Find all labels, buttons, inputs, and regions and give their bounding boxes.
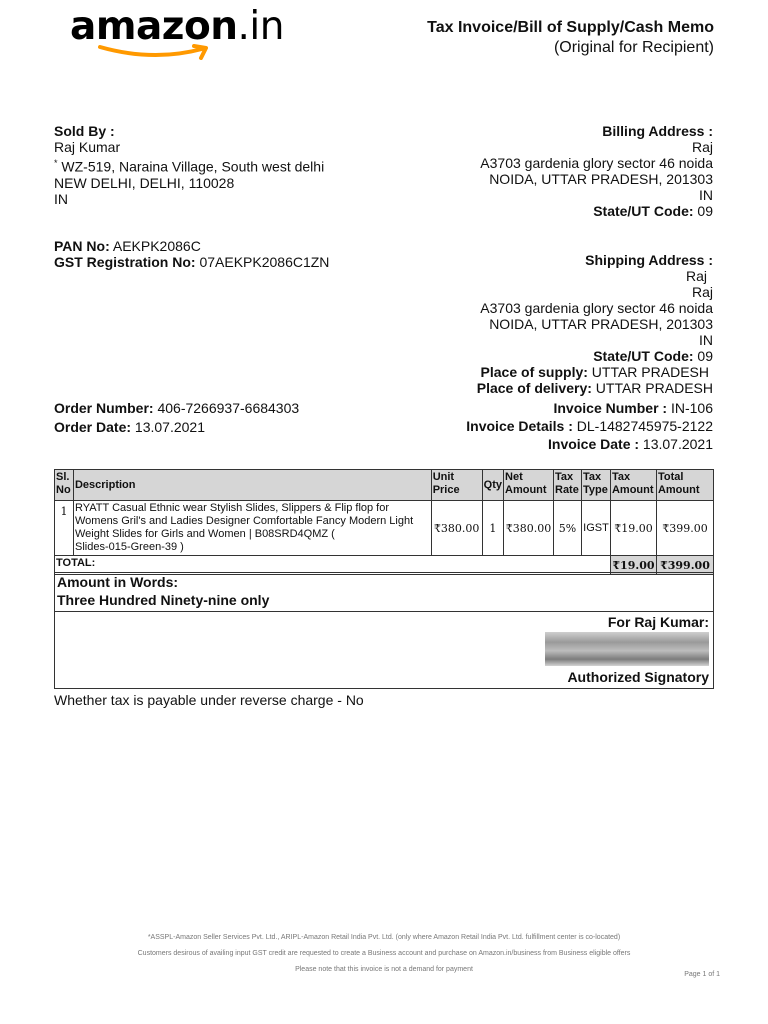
table-row <box>55 501 714 556</box>
col-header-unit-price: Unit Price <box>431 470 482 501</box>
billing-label: Billing Address : <box>602 123 713 139</box>
place-of-delivery: Place of delivery: UTTAR PRADESH <box>476 380 713 396</box>
col-header-description: Description <box>73 470 431 501</box>
row-sl: 1 <box>55 501 74 556</box>
order-date: 13.07.2021 <box>134 419 205 435</box>
shipping-name2: Raj <box>691 284 713 300</box>
place-of-supply: Place of supply: UTTAR PRADESH <box>480 364 709 380</box>
amazon-logo <box>70 4 284 50</box>
shipping-address1: A3703 gardenia glory sector 46 noida <box>480 300 713 316</box>
reverse-charge-note: Whether tax is payable under reverse charge - No <box>54 692 364 708</box>
shipping-state-line: State/UT Code: 09 <box>593 348 713 364</box>
amount-in-words-label: Amount in Words: <box>57 574 179 590</box>
gst-value: 07AEKPK2086C1ZN <box>199 254 330 270</box>
order-number: 406-7266937-6684303 <box>157 400 300 416</box>
shipping-label: Shipping Address : <box>585 252 713 268</box>
order-date-line: Order Date: 13.07.2021 <box>54 419 205 435</box>
order-number-line: Order Number: 406-7266937-6684303 <box>54 400 300 416</box>
invoice-info-block <box>466 399 713 453</box>
footer-line3: Please note that this invoice is not a demand for payment <box>295 966 473 973</box>
invoice-subtitle: (Original for Recipient) <box>553 39 714 56</box>
footer-line2: Customers desirous of availing input GST credit are requested to create a Business account and purchase on Amazon.in/business from Business eligible offers <box>137 950 631 957</box>
row-description: RYATT Casual Ethnic wear Stylish Slides, Slippers & Flip flop for Womens Gril's and Ladies Designer Comfortable Fancy Modern Light Weight Slides for Girls and Women | B08SRD4QMZ ( Slides-015-Green-39 ) <box>73 501 431 556</box>
col-header-qty: Qty <box>482 470 503 501</box>
invoice-date: 13.07.2021 <box>642 436 713 452</box>
amount-in-words-box <box>54 572 714 612</box>
col-header-tax-type: Tax Type <box>581 470 610 501</box>
shipping-address2: NOIDA, UTTAR PRADESH, 201303 <box>489 316 713 332</box>
col-header-net-amount: Net Amount <box>504 470 554 501</box>
page-number: Page 1 of 1 <box>684 971 720 978</box>
pan-value: AEKPK2086C <box>112 238 201 254</box>
table-header-row <box>55 470 714 501</box>
col-header-sl: Sl. No <box>55 470 74 501</box>
logo-text: amazon <box>70 4 238 49</box>
total-tax-amount: ₹19.00 <box>610 556 656 575</box>
invoice-title: Tax Invoice/Bill of Supply/Cash Memo <box>427 19 714 36</box>
billing-country: IN <box>699 187 713 203</box>
tax-ids-block <box>54 238 329 270</box>
signature-box <box>54 612 714 689</box>
billing-name: Raj <box>691 139 713 155</box>
seller-address-line2: NEW DELHI, DELHI, 110028 <box>54 174 235 191</box>
pan-line: PAN No: AEKPK2086C <box>54 238 201 254</box>
sold-by-block <box>54 123 324 207</box>
row-tax-type: IGST <box>581 501 610 556</box>
invoice-number-line: Invoice Number : IN-106 <box>553 400 713 416</box>
logo-suffix: .in <box>237 4 284 49</box>
shipping-address-block <box>477 252 713 396</box>
col-header-tax-rate: Tax Rate <box>554 470 582 501</box>
seller-address-line1: * WZ-519, Naraina Village, South west delhi <box>54 158 325 175</box>
amazon-smile-arrow-icon <box>98 44 216 60</box>
col-header-total-amount: Total Amount <box>656 470 713 501</box>
billing-address-block <box>480 123 713 219</box>
row-qty: 1 <box>482 501 503 556</box>
shipping-country: IN <box>699 332 713 348</box>
footer-line1: *ASSPL-Amazon Seller Services Pvt. Ltd., ARIPL-Amazon Retail India Pvt. Ltd. (only where Amazon Retail India Pvt. Ltd. fulfillment center is co-located) <box>147 934 621 941</box>
row-total-amount: ₹399.00 <box>656 501 713 556</box>
order-info-block <box>54 399 299 437</box>
row-unit-price: ₹380.00 <box>431 501 482 556</box>
amount-in-words-value: Three Hundred Ninety-nine only <box>57 592 270 608</box>
shipping-name1: Raj <box>685 268 707 284</box>
billing-address2: NOIDA, UTTAR PRADESH, 201303 <box>489 171 713 187</box>
sold-by-label: Sold By : <box>54 123 115 139</box>
seller-name: Raj Kumar <box>54 139 121 155</box>
invoice-details-line: Invoice Details : DL-1482745975-2122 <box>466 418 713 434</box>
total-label: TOTAL: <box>55 556 611 575</box>
row-net-amount: ₹380.00 <box>504 501 554 556</box>
authorized-signatory-label: Authorized Signatory <box>567 669 709 685</box>
total-amount: ₹399.00 <box>656 556 713 575</box>
invoice-details: DL-1482745975-2122 <box>576 418 713 434</box>
row-tax-rate: 5% <box>554 501 582 556</box>
invoice-title-block <box>427 18 714 58</box>
signature-image <box>545 632 709 666</box>
row-tax-amount: ₹19.00 <box>610 501 656 556</box>
gst-line: GST Registration No: 07AEKPK2086C1ZN <box>54 254 330 270</box>
invoice-date-line: Invoice Date : 13.07.2021 <box>548 436 713 452</box>
for-seller-label: For Raj Kumar: <box>607 614 709 630</box>
seller-country: IN <box>54 190 68 207</box>
billing-address1: A3703 gardenia glory sector 46 noida <box>480 155 713 171</box>
invoice-number: IN-106 <box>670 400 713 416</box>
seller-star: * <box>54 158 58 168</box>
col-header-tax-amount: Tax Amount <box>610 470 656 501</box>
items-table <box>54 469 714 575</box>
billing-state-line: State/UT Code: 09 <box>593 203 713 219</box>
